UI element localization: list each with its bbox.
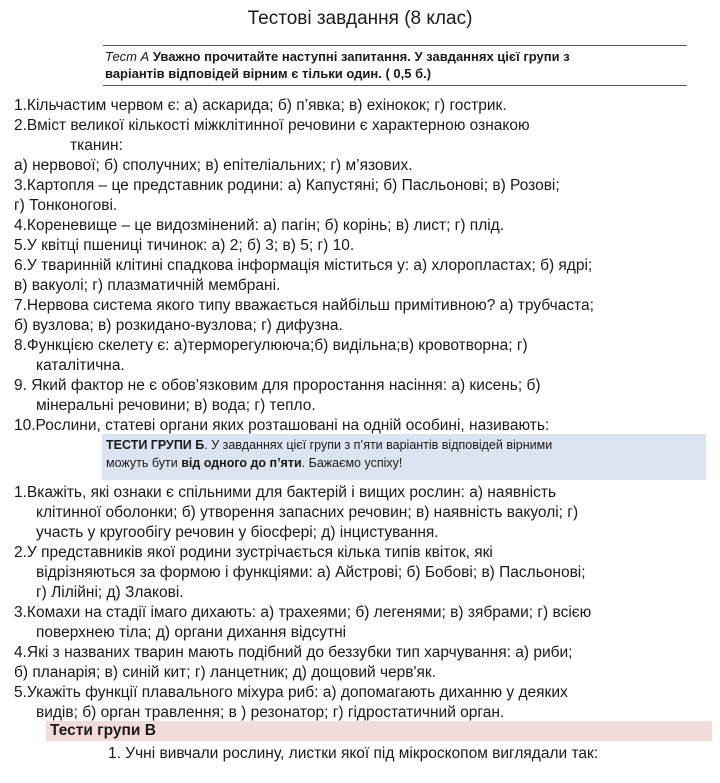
question-line: а) нервової; б) сполучних; в) епітеліальних; г) м’язових. — [14, 157, 413, 174]
question-line: 5.Укажіть функції плавального міхура риб: а) допомагають диханню у деяких — [14, 684, 568, 701]
test-a-line-2: варіантів відповідей вірним є тільки один. ( 0,5 б.) — [105, 66, 432, 81]
test-v-heading: Тести групи В — [46, 721, 712, 741]
question-line: г) Тонконогові. — [14, 197, 118, 214]
question-line: б) планарія; в) синій кит; г) ланцетник; д) дощовий черв'як. — [14, 664, 436, 681]
question-line: тканин: — [70, 137, 123, 154]
test-a-text-1: Уважно прочитайте наступні запитання. У завданнях цієї групи з — [149, 49, 570, 64]
test-v-question-1: 1. Учні вивчали рослину, листки якої під мікроскопом виглядали так: — [108, 745, 599, 762]
question-line: в) вакуолі; г) плазматичній мембрані. — [14, 277, 281, 294]
question-line: г) Лілійні; д) Злакові. — [36, 584, 184, 601]
question-line: 4.Які з названих тварин мають подібний до беззубки тип харчування: а) риби; — [14, 644, 573, 661]
question-line: 8.Функцією скелету є: а)терморегулююча;б) видільна;в) кровотворна; г) — [14, 337, 528, 354]
question-line: поверхнею тіла; д) органи дихання відсутні — [36, 624, 347, 641]
question-line: 2.Вміст великої кількості міжклітинної речовини є характерною ознакою — [14, 117, 530, 134]
question-line: 1.Вкажіть, які ознаки є спільними для бактерій і вищих рослин: а) наявність — [14, 484, 557, 501]
question-line: б) вузлова; в) розкидано-вузлова; г) дифузна. — [14, 317, 343, 334]
test-b-text-1: . У завданнях цієї групи з п’яти варіантів відповідей вірними — [204, 438, 553, 452]
test-a-instructions — [103, 45, 687, 86]
question-line: участь у кругообігу речовин у біосфері; д) інцистування. — [36, 524, 439, 541]
test-b-emphasis: від одного до п’яти — [181, 456, 302, 470]
question-line: 9. Який фактор не є обов’язковим для проростання насіння: а) кисень; б) — [14, 377, 541, 394]
test-a-line-1 — [105, 48, 687, 65]
question-line: 7.Нервова система якого типу вважається найбільш примітивною? а) трубчаста; — [14, 297, 594, 314]
question-line: 10.Рослини, статеві органи яких розташовані на одній особині, називають: — [14, 417, 550, 434]
test-b-line-1 — [106, 436, 702, 454]
question-line: видів; б) орган травлення; в ) резонатор; г) гідростатичний орган. — [36, 704, 505, 721]
test-b-line-2 — [106, 454, 702, 472]
test-b-instructions — [102, 434, 706, 480]
question-line: 6.У тваринній клітині спадкова інформація міститься у: а) хлоропластах; б) ядрі; — [14, 257, 593, 274]
question-line: 1.Кільчастим червом є: а) аскарида; б) п’явка; в) ехінокок; г) гострик. — [14, 97, 507, 114]
question-line: 2.У представників якої родини зустрічається кілька типів квіток, які — [14, 544, 493, 561]
test-b-text-2a: можуть бути — [106, 456, 182, 470]
test-b-text-2c: . Бажаємо успіху! — [301, 456, 403, 470]
question-line: клітинної оболонки; б) утворення запасних речовин; в) наявність вакуолі; г) — [36, 504, 579, 521]
question-line: 4.Кореневище – це видозмінений: а) пагін; б) корінь; в) лист; г) плід. — [14, 217, 505, 234]
question-line: 3.Картопля – це представник родини: а) Капустяні; б) Пасльонові; в) Розові; — [14, 177, 560, 194]
test-a-label: Тест А — [105, 49, 150, 64]
page-title: Тестові завдання (8 клас) — [247, 8, 473, 29]
test-b-heading: ТЕСТИ ГРУПИ Б — [106, 438, 205, 452]
question-line: відрізняються за формою і функціями: а) Айстрові; б) Бобові; в) Пасльонові; — [36, 564, 586, 581]
question-line: каталітична. — [36, 357, 125, 374]
question-line: мінеральні речовини; в) вода; г) тепло. — [36, 397, 316, 414]
question-line: 3.Комахи на стадії імаго дихають: а) трахеями; б) легенями; в) зябрами; г) всією — [14, 604, 592, 621]
question-line: 5.У квітці пшениці тичинок: а) 2; б) 3; в) 5; г) 10. — [14, 237, 355, 254]
